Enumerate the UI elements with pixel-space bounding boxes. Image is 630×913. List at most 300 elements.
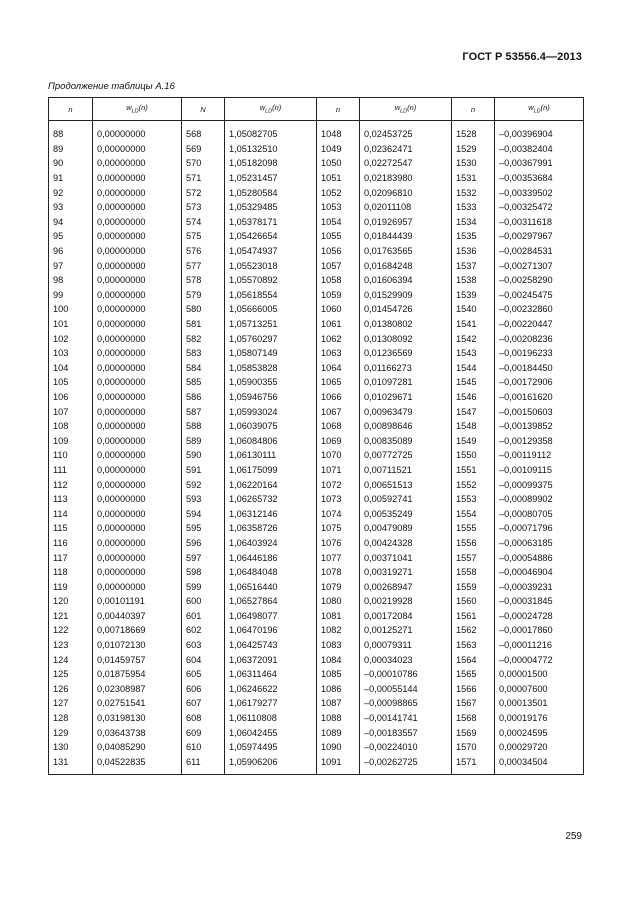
table-cell: 1532	[452, 185, 495, 200]
table-cell: 0,02183980	[360, 171, 452, 186]
table-cell: 1081	[317, 609, 360, 624]
table-cell: 0,00101191	[93, 594, 182, 609]
table-cell: 120	[49, 594, 93, 609]
table-cell: –0,00046904	[495, 565, 584, 580]
table-row	[49, 156, 584, 171]
table-cell: 0,01454726	[360, 302, 452, 317]
table-row	[49, 711, 584, 726]
table-cell: 1542	[452, 331, 495, 346]
table-cell: 0,00000000	[93, 171, 182, 186]
table-cell: 1,06084806	[225, 433, 317, 448]
table-cell: 119	[49, 579, 93, 594]
table-cell: 1,05329485	[225, 200, 317, 215]
table-cell: 0,00000000	[93, 127, 182, 142]
table-cell: –0,00297967	[495, 229, 584, 244]
table-cell: 1547	[452, 404, 495, 419]
table-cell: 0,00000000	[93, 244, 182, 259]
table-cell: 576	[182, 244, 225, 259]
table-cell: 100	[49, 302, 93, 317]
table-row	[49, 740, 584, 755]
table-cell: 0,00711521	[360, 463, 452, 478]
table-cell: 605	[182, 667, 225, 682]
table-cell: 600	[182, 594, 225, 609]
table-row	[49, 229, 584, 244]
table-cell: 0,02362471	[360, 142, 452, 157]
table-cell: 1535	[452, 229, 495, 244]
table-cell: 1050	[317, 156, 360, 171]
table-cell: 129	[49, 725, 93, 740]
table-cell: 1088	[317, 711, 360, 726]
column-header-label: w	[126, 103, 132, 113]
table-cell: 127	[49, 696, 93, 711]
column-header-subscript: LD	[265, 108, 273, 115]
table-row	[49, 404, 584, 419]
table-cell: 1090	[317, 740, 360, 755]
table-row	[49, 433, 584, 448]
table-cell: 586	[182, 390, 225, 405]
table-cell: 0,00000000	[93, 404, 182, 419]
table-cell: 1084	[317, 652, 360, 667]
table-cell: –0,00031845	[495, 594, 584, 609]
table-cell: 0,02751541	[93, 696, 182, 711]
table-cell: –0,00339502	[495, 185, 584, 200]
table-row	[49, 361, 584, 376]
table-cell: 1545	[452, 375, 495, 390]
table-cell: 0,01763565	[360, 244, 452, 259]
table-cell: 1079	[317, 579, 360, 594]
table-cell: 1,05906206	[225, 755, 317, 775]
table-cell: 599	[182, 579, 225, 594]
table-cell: –0,00382404	[495, 142, 584, 157]
table-cell: 1054	[317, 215, 360, 230]
table-cell: 1566	[452, 682, 495, 697]
table-cell: 1066	[317, 390, 360, 405]
table-cell: 0,01166273	[360, 361, 452, 376]
table-cell: –0,00258290	[495, 273, 584, 288]
table-cell: 0,00001500	[495, 667, 584, 682]
table-cell: 1057	[317, 258, 360, 273]
table-cell: 1,05474937	[225, 244, 317, 259]
table-cell: 1570	[452, 740, 495, 755]
table-cell: 0,00019176	[495, 711, 584, 726]
table-cell: 1,06311464	[225, 667, 317, 682]
table-cell: 1531	[452, 171, 495, 186]
table-cell: 89	[49, 142, 93, 157]
column-header	[182, 98, 225, 121]
table-cell: 0,00172084	[360, 609, 452, 624]
table-cell: –0,00024728	[495, 609, 584, 624]
table-body	[49, 121, 584, 775]
table-row	[49, 755, 584, 775]
table-cell: 1537	[452, 258, 495, 273]
table-cell: 596	[182, 536, 225, 551]
table-cell: 126	[49, 682, 93, 697]
table-cell: 0,00000000	[93, 258, 182, 273]
table-cell: –0,00129358	[495, 433, 584, 448]
table-cell: –0,00139852	[495, 419, 584, 434]
table-row	[49, 244, 584, 259]
table-cell: 1553	[452, 492, 495, 507]
column-header-suffix: (n)	[407, 103, 417, 113]
table-cell: 0,00000000	[93, 375, 182, 390]
table-cell: –0,00039231	[495, 579, 584, 594]
table-cell: 608	[182, 711, 225, 726]
table-cell: 0,01459757	[93, 652, 182, 667]
table-cell: 1,05853828	[225, 361, 317, 376]
table-cell: 1059	[317, 288, 360, 303]
table-cell: 0,00535249	[360, 506, 452, 521]
table-cell: 1075	[317, 521, 360, 536]
table-cell: 0,00592741	[360, 492, 452, 507]
table-cell: 571	[182, 171, 225, 186]
table-cell: 0,00000000	[93, 302, 182, 317]
table-row	[49, 609, 584, 624]
table-cell: –0,00262725	[360, 755, 452, 775]
table-cell: 1559	[452, 579, 495, 594]
table-cell: 1,06527864	[225, 594, 317, 609]
table-cell: 1,05618554	[225, 288, 317, 303]
table-cell: 1555	[452, 521, 495, 536]
table-cell: 1,06220164	[225, 477, 317, 492]
table-cell: –0,00220447	[495, 317, 584, 332]
table-cell: –0,00325472	[495, 200, 584, 215]
table-row	[49, 638, 584, 653]
table-cell: 0,00000000	[93, 185, 182, 200]
table-cell: 1078	[317, 565, 360, 580]
table-cell: 94	[49, 215, 93, 230]
table-cell: 0,01380802	[360, 317, 452, 332]
table-row	[49, 215, 584, 230]
table-row	[49, 506, 584, 521]
table-cell: –0,00011216	[495, 638, 584, 653]
table-cell: 114	[49, 506, 93, 521]
table-cell: 1569	[452, 725, 495, 740]
table-cell: 1074	[317, 506, 360, 521]
table-cell: 1,06265732	[225, 492, 317, 507]
table-cell: 1049	[317, 142, 360, 157]
table-cell: 578	[182, 273, 225, 288]
table-cell: 0,04522835	[93, 755, 182, 775]
table-cell: 0,02096810	[360, 185, 452, 200]
table-cell: 0,01029671	[360, 390, 452, 405]
table-row	[49, 623, 584, 638]
table-cell: 0,00000000	[93, 506, 182, 521]
table-cell: –0,00071796	[495, 521, 584, 536]
table-cell: 1,06042455	[225, 725, 317, 740]
table-cell: 124	[49, 652, 93, 667]
table-cell: 1,06484048	[225, 565, 317, 580]
table-cell: 0,01875954	[93, 667, 182, 682]
table-cell: 0,01844439	[360, 229, 452, 244]
table-cell: –0,00367991	[495, 156, 584, 171]
table-cell: 1067	[317, 404, 360, 419]
table-cell: 0,00000000	[93, 229, 182, 244]
table-cell: 604	[182, 652, 225, 667]
table-cell: 601	[182, 609, 225, 624]
table-cell: 107	[49, 404, 93, 419]
table-cell: 0,00007600	[495, 682, 584, 697]
table-row	[49, 652, 584, 667]
table-cell: –0,00224010	[360, 740, 452, 755]
table-cell: 1529	[452, 142, 495, 157]
table-cell: –0,00004772	[495, 652, 584, 667]
table-cell: 581	[182, 317, 225, 332]
table-cell: 1,06130111	[225, 448, 317, 463]
table-cell: 588	[182, 419, 225, 434]
table-cell: 1,06425743	[225, 638, 317, 653]
table-cell: 1565	[452, 667, 495, 682]
table-cell: 123	[49, 638, 93, 653]
table-cell: 1558	[452, 565, 495, 580]
table-cell: 0,00000000	[93, 346, 182, 361]
column-header	[452, 98, 495, 121]
table-cell: 589	[182, 433, 225, 448]
table-cell: 1056	[317, 244, 360, 259]
table-cell: 0,00024595	[495, 725, 584, 740]
table-cell: 1,05523018	[225, 258, 317, 273]
table-cell: 574	[182, 215, 225, 230]
table-cell: 1561	[452, 609, 495, 624]
table-cell: 1557	[452, 550, 495, 565]
table-cell: 0,00479089	[360, 521, 452, 536]
table-cell: 0,00000000	[93, 361, 182, 376]
table-row	[49, 185, 584, 200]
table-cell: 1071	[317, 463, 360, 478]
table-cell: 0,00371041	[360, 550, 452, 565]
table-cell: –0,00396904	[495, 127, 584, 142]
table-cell: 0,00000000	[93, 477, 182, 492]
table-cell: 1,05900355	[225, 375, 317, 390]
table-row	[49, 171, 584, 186]
table-cell: 1536	[452, 244, 495, 259]
table-cell: –0,00055144	[360, 682, 452, 697]
table-row	[49, 127, 584, 142]
coefficients-table	[48, 97, 584, 775]
table-cell: 118	[49, 565, 93, 580]
table-cell: 0,00013501	[495, 696, 584, 711]
table-row	[49, 331, 584, 346]
table-row	[49, 200, 584, 215]
table-cell: 0,01926957	[360, 215, 452, 230]
table-cell: 99	[49, 288, 93, 303]
table-cell: 593	[182, 492, 225, 507]
table-cell: –0,00208236	[495, 331, 584, 346]
table-row	[49, 142, 584, 157]
table-cell: 591	[182, 463, 225, 478]
table-cell: 0,00000000	[93, 565, 182, 580]
table-cell: 1554	[452, 506, 495, 521]
table-row	[49, 565, 584, 580]
table-row	[49, 477, 584, 492]
table-cell: 1051	[317, 171, 360, 186]
table-row	[49, 288, 584, 303]
column-header-label: w	[259, 103, 266, 113]
table-cell: –0,00119112	[495, 448, 584, 463]
table-cell: 1086	[317, 682, 360, 697]
table-cell: 0,00772725	[360, 448, 452, 463]
table-cell: 1076	[317, 536, 360, 551]
table-cell: –0,00271307	[495, 258, 584, 273]
table-cell: –0,00080705	[495, 506, 584, 521]
table-cell: 1062	[317, 331, 360, 346]
table-cell: 1563	[452, 638, 495, 653]
table-cell: 1541	[452, 317, 495, 332]
table-cell: 1543	[452, 346, 495, 361]
table-cell: –0,00089902	[495, 492, 584, 507]
table-cell: 0,00000000	[93, 317, 182, 332]
table-cell: 0,01606394	[360, 273, 452, 288]
table-cell: 1,05807149	[225, 346, 317, 361]
table-cell: 0,00319271	[360, 565, 452, 580]
table-row	[49, 448, 584, 463]
table-cell: 91	[49, 171, 93, 186]
table-cell: 0,00651513	[360, 477, 452, 492]
table-cell: 1,06358726	[225, 521, 317, 536]
table-cell: –0,00063185	[495, 536, 584, 551]
table-cell: –0,00017860	[495, 623, 584, 638]
table-cell: 1,06175099	[225, 463, 317, 478]
table-cell: 125	[49, 667, 93, 682]
table-cell: 1568	[452, 711, 495, 726]
table-cell: 1539	[452, 288, 495, 303]
table-row	[49, 390, 584, 405]
table-cell: 1,05182098	[225, 156, 317, 171]
table-cell: 1061	[317, 317, 360, 332]
table-cell: 592	[182, 477, 225, 492]
table-cell: 584	[182, 361, 225, 376]
table-cell: 110	[49, 448, 93, 463]
table-cell: 1560	[452, 594, 495, 609]
column-header-suffix: (n)	[272, 103, 282, 113]
table-cell: 1,05280584	[225, 185, 317, 200]
table-cell: 0,00000000	[93, 419, 182, 434]
table-cell: 1,06498077	[225, 609, 317, 624]
table-cell: 0,01236569	[360, 346, 452, 361]
table-cell: 1053	[317, 200, 360, 215]
column-header-suffix: (n)	[138, 103, 148, 113]
table-cell: –0,00183557	[360, 725, 452, 740]
table-cell: 1068	[317, 419, 360, 434]
table-cell: 0,00079311	[360, 638, 452, 653]
table-cell: 92	[49, 185, 93, 200]
column-header-suffix: (n)	[540, 103, 550, 113]
table-cell: 1,06516440	[225, 579, 317, 594]
table-cell: 0,00000000	[93, 521, 182, 536]
table-cell: 1,05082705	[225, 127, 317, 142]
table-cell: 117	[49, 550, 93, 565]
table-cell: 1550	[452, 448, 495, 463]
table-cell: 577	[182, 258, 225, 273]
table-cell: 1530	[452, 156, 495, 171]
table-cell: 0,00000000	[93, 463, 182, 478]
table-row	[49, 419, 584, 434]
table-cell: 0,00000000	[93, 433, 182, 448]
table-cell: –0,00245475	[495, 288, 584, 303]
table-cell: 1,05993024	[225, 404, 317, 419]
table-header-row	[49, 98, 584, 121]
table-cell: 0,00424328	[360, 536, 452, 551]
table-cell: 0,00898646	[360, 419, 452, 434]
table-cell: 0,00000000	[93, 390, 182, 405]
table-cell: 582	[182, 331, 225, 346]
table-cell: 1,05231457	[225, 171, 317, 186]
table-cell: 1567	[452, 696, 495, 711]
table-cell: 583	[182, 346, 225, 361]
column-header	[317, 98, 360, 121]
column-header-label: n	[470, 104, 476, 114]
table-cell: 0,00125271	[360, 623, 452, 638]
table-cell: 1,05132510	[225, 142, 317, 157]
table-cell: 1,05666005	[225, 302, 317, 317]
table-cell: 1,05713251	[225, 317, 317, 332]
table-cell: 1069	[317, 433, 360, 448]
table-row	[49, 273, 584, 288]
table-cell: 95	[49, 229, 93, 244]
table-cell: 1548	[452, 419, 495, 434]
table-cell: 579	[182, 288, 225, 303]
table-cell: 603	[182, 638, 225, 653]
column-header-subscript: LD	[533, 108, 541, 115]
table-cell: 594	[182, 506, 225, 521]
table-cell: 1073	[317, 492, 360, 507]
table-cell: 0,01308092	[360, 331, 452, 346]
table-cell: 575	[182, 229, 225, 244]
table-cell: 1556	[452, 536, 495, 551]
table-cell: 1083	[317, 638, 360, 653]
table-cell: 0,03643738	[93, 725, 182, 740]
table-cell: –0,00150603	[495, 404, 584, 419]
column-header	[49, 98, 93, 121]
table-cell: –0,00010786	[360, 667, 452, 682]
table-cell: 1082	[317, 623, 360, 638]
table-row	[49, 346, 584, 361]
table-cell: 131	[49, 755, 93, 775]
table-cell: 1048	[317, 127, 360, 142]
table-cell: 587	[182, 404, 225, 419]
table-caption: Продолжение таблицы А.16	[48, 81, 175, 92]
table-row	[49, 302, 584, 317]
table-cell: 106	[49, 390, 93, 405]
table-row	[49, 258, 584, 273]
table-cell: 0,03198130	[93, 711, 182, 726]
table-cell: 585	[182, 375, 225, 390]
table-cell: 128	[49, 711, 93, 726]
table-cell: 1,06446186	[225, 550, 317, 565]
table-cell: 111	[49, 463, 93, 478]
table-row	[49, 317, 584, 332]
table-cell: 1055	[317, 229, 360, 244]
table-cell: 0,00034023	[360, 652, 452, 667]
column-header-label: w	[394, 103, 401, 113]
table-cell: –0,00353684	[495, 171, 584, 186]
table-cell: 0,00000000	[93, 536, 182, 551]
table-cell: 93	[49, 200, 93, 215]
table-cell: 90	[49, 156, 93, 171]
table-cell: 98	[49, 273, 93, 288]
table-cell: 1,06110808	[225, 711, 317, 726]
table-cell: 0,00000000	[93, 448, 182, 463]
document-standard-header: ГОСТ Р 53556.4—2013	[462, 51, 582, 63]
table-cell: 1,06179277	[225, 696, 317, 711]
table-cell: 572	[182, 185, 225, 200]
table-cell: 1549	[452, 433, 495, 448]
table-cell: 0,00000000	[93, 273, 182, 288]
column-header-label: w	[528, 103, 534, 113]
page-number: 259	[565, 831, 582, 842]
table-cell: 0,00000000	[93, 331, 182, 346]
table-row	[49, 492, 584, 507]
table-cell: 1533	[452, 200, 495, 215]
